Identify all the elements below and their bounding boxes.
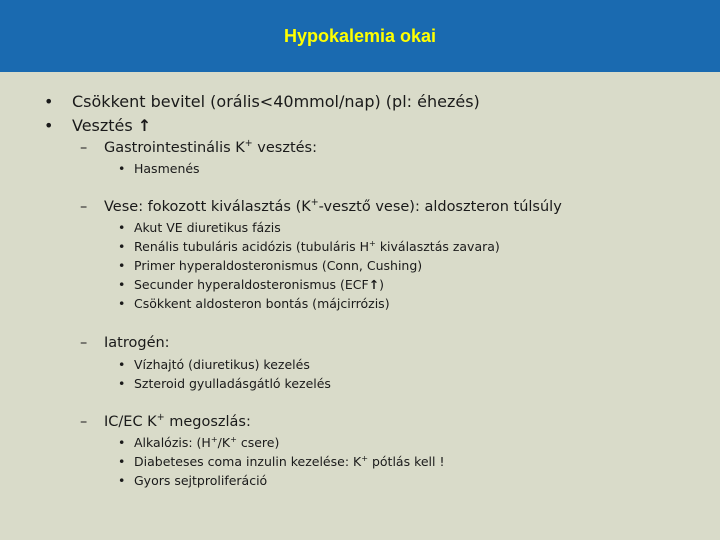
bullet: • — [118, 376, 126, 391]
item-primary-hyperaldo: Primer hyperaldosteronismus (Conn, Cushing) — [134, 258, 423, 273]
item-reduced-intake: Csökkent bevitel (orális<40mmol/nap) (pl: éhezés) — [72, 92, 480, 111]
item-steroid: Szteroid gyulladásgátló kezelés — [134, 376, 331, 391]
bullet: • — [118, 296, 126, 311]
bullet: • — [118, 220, 126, 235]
bullet: • — [118, 435, 126, 450]
bullet: • — [118, 454, 126, 469]
item-aldo-degradation: Csökkent aldosteron bontás (májcirrózis) — [134, 296, 390, 311]
item-renal: Vese: fokozott kiválasztás (K+-vesztő vese): aldoszteron túlsúly — [104, 197, 562, 215]
item-diarrhea: Hasmenés — [134, 161, 200, 176]
item-secondary-hyperaldo: Secunder hyperaldosteronismus (ECF↑) — [134, 277, 385, 292]
bullet: • — [118, 473, 126, 488]
arrow-up-icon: ↑ — [137, 116, 152, 135]
item-loss: Vesztés ↑ — [72, 116, 152, 135]
item-rta: Renális tubuláris acidózis (tubuláris H+ kiválasztás zavara) — [134, 237, 500, 254]
bullet: • — [118, 357, 126, 372]
item-gi-loss: Gastrointestinális K+ vesztés: — [104, 138, 317, 156]
arrow-up-icon: ↑ — [368, 277, 380, 292]
item-proliferation: Gyors sejtproliferáció — [134, 473, 268, 488]
item-iatrogenic: Iatrogén: — [104, 335, 170, 351]
slide-title: Hypokalemia okai — [283, 26, 437, 46]
dash: – — [80, 335, 88, 351]
item-diuretic: Vízhajtó (diuretikus) kezelés — [134, 357, 310, 372]
bullet: • — [118, 258, 126, 273]
item-acute-renal: Akut VE diuretikus fázis — [134, 220, 281, 235]
item-insulin: Diabeteses coma inzulin kezelése: K+ pótlás kell ! — [134, 452, 445, 469]
item-alkalosis: Alkalózis: (H+/K+ csere) — [134, 433, 280, 450]
bullet: • — [118, 277, 126, 292]
dash: – — [80, 140, 88, 156]
dash: – — [80, 414, 88, 430]
bullet: • — [44, 116, 54, 135]
bullet: • — [44, 92, 54, 111]
bullet: • — [118, 161, 126, 176]
dash: – — [80, 199, 88, 215]
bullet: • — [118, 239, 126, 254]
item-shift: IC/EC K+ megoszlás: — [104, 412, 251, 430]
